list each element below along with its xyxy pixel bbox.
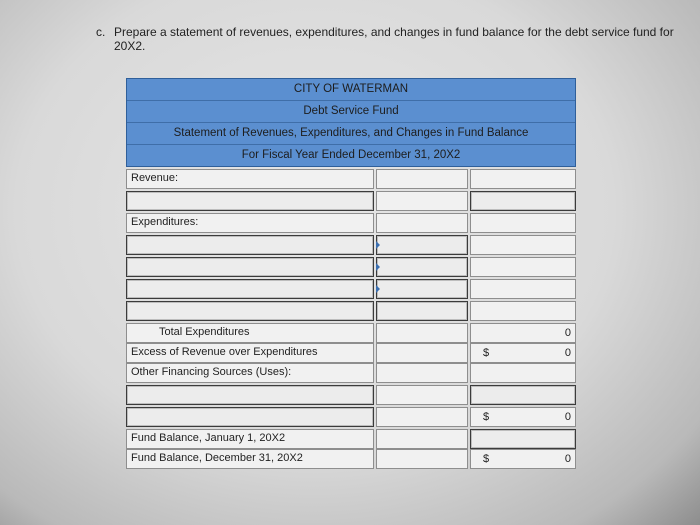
net-change-dollar-sign: $ bbox=[483, 411, 490, 423]
statement-worksheet bbox=[126, 78, 576, 465]
row-expenditure-1 bbox=[126, 235, 576, 255]
expenditure-1-account-input[interactable] bbox=[126, 235, 374, 255]
revenue-label-col2 bbox=[376, 169, 468, 189]
total-expenditures-cell bbox=[470, 323, 576, 343]
row-expenditures-label bbox=[126, 213, 576, 233]
revenue-account-input[interactable] bbox=[126, 191, 374, 211]
other-financing-amount-input[interactable] bbox=[470, 385, 576, 405]
expenditure-4-col3 bbox=[470, 301, 576, 321]
expenditure-3-account-input[interactable] bbox=[126, 279, 374, 299]
row-other-financing-label bbox=[126, 363, 576, 383]
expenditures-label: Expenditures: bbox=[131, 216, 199, 228]
total-expenditures-label-cell bbox=[126, 323, 374, 343]
total-expenditures-label: Total Expenditures bbox=[159, 326, 250, 338]
other-financing-col3 bbox=[470, 363, 576, 383]
expenditure-2-col3 bbox=[470, 257, 576, 277]
fund-balance-dec-label: Fund Balance, December 31, 20X2 bbox=[131, 452, 303, 464]
header-fund: Debt Service Fund bbox=[127, 101, 575, 123]
expenditure-1-amount-input[interactable] bbox=[376, 235, 468, 255]
expenditures-label-cell bbox=[126, 213, 374, 233]
other-financing-input-col2 bbox=[376, 385, 468, 405]
fund-balance-dec-label-cell bbox=[126, 449, 374, 469]
row-net-change bbox=[126, 407, 576, 427]
header-period: For Fiscal Year Ended December 31, 20X2 bbox=[241, 149, 461, 161]
other-financing-label-cell bbox=[126, 363, 374, 383]
expenditures-label-col2 bbox=[376, 213, 468, 233]
row-excess bbox=[126, 343, 576, 363]
net-change-cell bbox=[470, 407, 576, 427]
expenditure-4-amount-input[interactable] bbox=[376, 301, 468, 321]
header-city: CITY OF WATERMAN bbox=[127, 79, 575, 101]
excess-dollar-sign: $ bbox=[483, 347, 490, 359]
flag-icon bbox=[376, 241, 380, 249]
row-fund-balance-dec bbox=[126, 449, 576, 469]
fund-balance-jan-label: Fund Balance, January 1, 20X2 bbox=[131, 432, 286, 444]
excess-col2 bbox=[376, 343, 468, 363]
instruction-text: Prepare a statement of revenues, expenditures, and changes in fund balance for the debt service fund for 20X2. bbox=[114, 25, 674, 53]
other-financing-col2 bbox=[376, 363, 468, 383]
excess-label: Excess of Revenue over Expenditures bbox=[131, 346, 318, 358]
header-title: Statement of Revenues, Expenditures, and Changes in Fund Balance bbox=[127, 123, 575, 145]
net-change-value: 0 bbox=[564, 411, 571, 423]
revenue-label-col3 bbox=[470, 169, 576, 189]
net-change-col2 bbox=[376, 407, 468, 427]
row-fund-balance-jan bbox=[126, 429, 576, 449]
fund-balance-dec-value: 0 bbox=[564, 453, 571, 465]
row-expenditure-3 bbox=[126, 279, 576, 299]
row-expenditure-4 bbox=[126, 301, 576, 321]
total-expenditures-col2 bbox=[376, 323, 468, 343]
other-financing-label: Other Financing Sources (Uses): bbox=[131, 366, 292, 378]
flag-icon bbox=[376, 263, 380, 271]
row-other-financing-input bbox=[126, 385, 576, 405]
excess-cell bbox=[470, 343, 576, 363]
expenditure-3-col3 bbox=[470, 279, 576, 299]
fund-balance-jan-label-cell bbox=[126, 429, 374, 449]
row-revenue-label bbox=[126, 169, 576, 189]
fund-balance-jan-col2 bbox=[376, 429, 468, 449]
statement-header bbox=[126, 78, 576, 167]
fund-balance-dec-cell bbox=[470, 449, 576, 469]
flag-icon bbox=[376, 285, 380, 293]
expenditure-3-amount-input[interactable] bbox=[376, 279, 468, 299]
excess-label-cell bbox=[126, 343, 374, 363]
row-revenue-input bbox=[126, 191, 576, 211]
expenditures-label-col3 bbox=[470, 213, 576, 233]
expenditure-1-col3 bbox=[470, 235, 576, 255]
expenditure-2-amount-input[interactable] bbox=[376, 257, 468, 277]
row-expenditure-2 bbox=[126, 257, 576, 277]
total-expenditures-value: 0 bbox=[564, 327, 571, 339]
revenue-label: Revenue: bbox=[131, 172, 179, 184]
expenditure-2-account-input[interactable] bbox=[126, 257, 374, 277]
fund-balance-jan-input[interactable] bbox=[470, 429, 576, 449]
excess-value: 0 bbox=[564, 347, 571, 359]
fund-balance-dec-col2 bbox=[376, 449, 468, 469]
other-financing-account-input[interactable] bbox=[126, 385, 374, 405]
fund-balance-dec-dollar-sign: $ bbox=[483, 453, 490, 465]
net-change-label-input[interactable] bbox=[126, 407, 374, 427]
expenditure-4-account-input[interactable] bbox=[126, 301, 374, 321]
revenue-amount-input[interactable] bbox=[470, 191, 576, 211]
row-total-expenditures bbox=[126, 323, 576, 343]
revenue-col2 bbox=[376, 191, 468, 211]
instruction-letter: c. bbox=[96, 25, 106, 39]
revenue-label-cell bbox=[126, 169, 374, 189]
